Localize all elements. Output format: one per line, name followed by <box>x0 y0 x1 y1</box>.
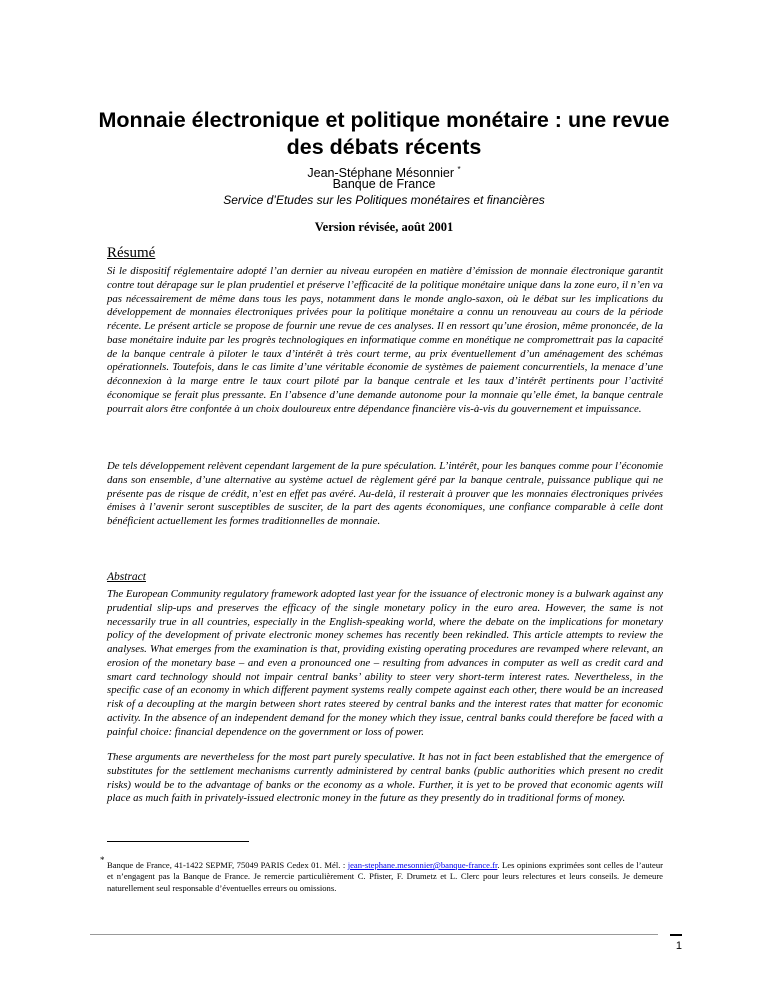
resume-paragraph-2: De tels développement relèvent cependant largement de la pure spéculation. L’intérêt, pour les banques comme pour l’économie dans son ensemble, d’une alternative au système actuel de règlement géré par la banque centrale, puissance publique qui ne présente pas de risque de crédit, n’est en effet pas avéré. Au-delà, il resterait à prouver que les monnaies électroniques privées émises à l’avenir seront susceptibles de susciter, de la part des agents économiques, une confiance comparable à celle dont bénéficient actuellement les formes traditionnelles de monnaie. <box>107 460 663 527</box>
footnote-prefix: Banque de France, 41-1422 SEPMF, 75049 PARIS Cedex 01. Mél. : <box>107 860 348 870</box>
author-name: Jean-Stéphane Mésonnier <box>307 166 454 181</box>
author-footnote-mark[interactable]: * <box>457 165 461 174</box>
resume-paragraph-1: Si le dispositif réglementaire adopté l’an dernier au niveau européen en matière d’émission de monnaie électronique garantit contre tout dérapage sur le plan prudentiel et préserve l’efficacité de la politique monétaire unique dans la zone euro, il n’en va pas nécessairement de même dans tous les pays, notamment dans le monde anglo-saxon, où le débat sur les implications du développement de monnaies électroniques privées pour la politique monétaire a connu un renouveau au cours de la période récente. Le présent article se propose de fournir une revue de ces analyses. Il en ressort qu’une érosion, même prononcée, de la base monétaire induite par les progrès technologiques en informatique comme en monétique ne compromettrait pas la capacité de la banque centrale à piloter le taux d’intérêt à très court terme, au prix éventuellement d’un aménagement des schémas opérationnels. Toutefois, dans le cas limite d’une véritable économie de systèmes de paiement concurrentiels, la menace d’une déconnexion à la marge entre le taux court piloté par la banque centrale et les taux d’intérêt pertinents pour l’activité économique se ferait plus pressante. En l’absence d’une demande autonome pour la monnaie qu’elle émet, la banque centrale pourrait alors être confontée à un choix douloureux entre dépendance financière vis-à-vis du gouvernement et impuissance. <box>107 265 663 415</box>
version-line: Version révisée, août 2001 <box>314 220 454 234</box>
service-name: Service d’Etudes sur les Politiques monétaires et financières <box>223 193 545 207</box>
footnote-divider <box>107 841 249 842</box>
footnote-mark: * <box>100 855 105 865</box>
paper-title: Monnaie électronique et politique monétaire : une revue des débats récents <box>98 108 670 159</box>
abstract-paragraph-1: The European Community regulatory framework adopted last year for the issuance of electronic money is a bulwark against any prudential slip-ups and preserves the efficacy of the single monetary policy in the euro area. However, the same is not necessarily true in all countries, especially in the English-speaking world, where the debate on the implications for monetary policy of the development of private electronic money schemes has recently been rekindled. This article attempts to review the analyses. What emerges from the examination is that, providing existing operating procedures are revamped where relevant, an erosion of the monetary base – and even a pronounced one – resulting from advances in computer as well as credit card and smart card technology should not impair central banks’ ability to steer very short-term interest rates. Nevertheless, in the specific case of an economy in which different payment systems really compete against each other, there would be an increased risk of a decoupling at the margin between short rates steered by central banks and the interest rates that matter for economic activity. In the absence of an independent demand for the money which they issue, central banks could therefore be faced with a painful choice: financial dependence on the government or loss of power. <box>107 588 663 738</box>
footnote-suffix: . Les opinions exprimées sont celles de l’auteur et n’engagent pas la Banque de France. Je remercie particulièrement C. Pfister, F. Drumetz et L. Clerc pour leurs relectures et leurs conseils. Je demeure naturellement seul responsable d’éventuelles erreurs ou omissions. <box>107 860 663 893</box>
abstract-heading: Abstract <box>107 571 146 583</box>
abstract-paragraph-2: These arguments are nevertheless for the most part purely speculative. It has not in fact been established that the emergence of substitutes for the settlement mechanisms currently administered by central banks (public authorities which present no credit risks) would be to the advantage of banks or the economy as a whole. Further, it is yet to be proved that economic agents will place as much faith in privately-issued electronic money in the future as they presently do in traditional forms of money. <box>107 751 663 805</box>
page-number: 1 <box>670 934 682 953</box>
institution: Banque de France <box>332 177 436 191</box>
resume-heading: Résumé <box>107 245 156 261</box>
email-link[interactable]: jean-stephane.mesonnier@banque-france.fr <box>347 860 498 870</box>
footer-divider <box>90 934 658 935</box>
footnote <box>100 855 663 894</box>
